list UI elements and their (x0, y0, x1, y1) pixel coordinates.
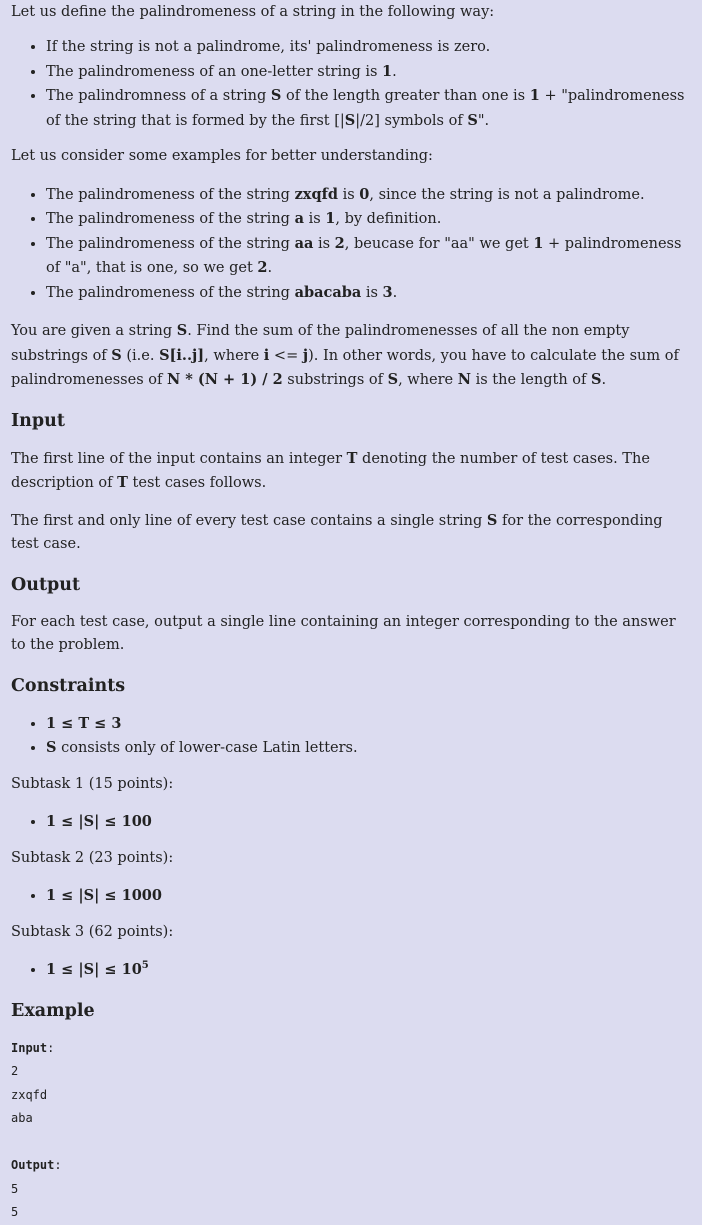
example-item: • The palindromeness of the string abacaba is 3. (46, 281, 691, 306)
intro-text: Let us define the palindromeness of a string in the following way: (11, 4, 495, 20)
example-output-label: Output: (11, 1158, 62, 1172)
rule-item: • The palindromness of a string S of the length greater than one is 1 + "palindromeness of the string that is formed by the first [|S|/2] symbols of S". (46, 84, 691, 133)
rules-list (11, 36, 691, 133)
subtask-constraint: • $1 \le |S| \le 10^5$ (46, 958, 691, 983)
examples-list (11, 183, 691, 306)
examples-intro: Let us consider some examples for better understanding: (11, 148, 433, 164)
subtask-constraint: • 1 ≤ |S| ≤ 100 (46, 810, 691, 835)
input-description-2: The first and only line of every test case contains a single string S for the corresponding test case. (11, 511, 663, 552)
example-input-line: 2 (11, 1064, 19, 1078)
subtask-3-label: Subtask 3 (62 points): (11, 923, 174, 940)
example-item: • The palindromeness of the string zxqfd is 0, since the string is not a palindrome. (46, 183, 691, 208)
example-input-label: Input: (11, 1040, 55, 1055)
output-heading: Output (11, 574, 81, 595)
rule-item: • If the string is not a palindrome, its' palindromeness is zero. (46, 36, 691, 60)
subtask-2-label: Subtask 2 (23 points): (11, 849, 174, 866)
task-text: You are given a string S. Find the sum of the palindromenesses of all the non empty substrings of S (i.e. S[i..j], where i <= j). In other words, you have to calculate the sum of palindromenesses of N * (N + 1) / 2 substrings of S, where N is the length of S. (11, 322, 679, 388)
subtask-1-label: Subtask 1 (15 points): (11, 775, 174, 792)
rule-item: • The palindromeness of an one-letter string is 1. (46, 60, 691, 85)
example-input-line: zxqfd (11, 1087, 48, 1102)
output-description: For each test case, output a single line containing an integer corresponding to the answer to the problem. (11, 613, 676, 653)
subtask-3-list (11, 958, 691, 983)
example-item: • The palindromeness of the string aa is 2, beucase for "aa" we get 1 + palindromeness of "a", that is one, so we get 2. (46, 232, 691, 281)
example-heading: Example (11, 1000, 95, 1021)
example-output-line: 5 (11, 1205, 19, 1219)
constraints-heading: Constraints (11, 675, 126, 696)
constraint-item: • S consists only of lower-case Latin letters. (46, 736, 691, 761)
constraints-list (11, 712, 691, 761)
input-heading: Input (11, 410, 65, 431)
subtask-1-list (11, 810, 691, 835)
constraint-item: • 1 ≤ T ≤ 3 (46, 712, 691, 737)
subtask-2-list (11, 884, 691, 909)
subtask-constraint: • 1 ≤ |S| ≤ 1000 (46, 884, 691, 909)
input-description: The first line of the input contains an integer T denoting the number of test cases. The description of T test cases follows. (11, 449, 650, 491)
example-input-line: aba (11, 1111, 33, 1125)
example-block (11, 1037, 691, 1225)
example-item: • The palindromeness of the string a is 1, by definition. (46, 207, 691, 232)
example-output-line: 5 (11, 1181, 19, 1196)
